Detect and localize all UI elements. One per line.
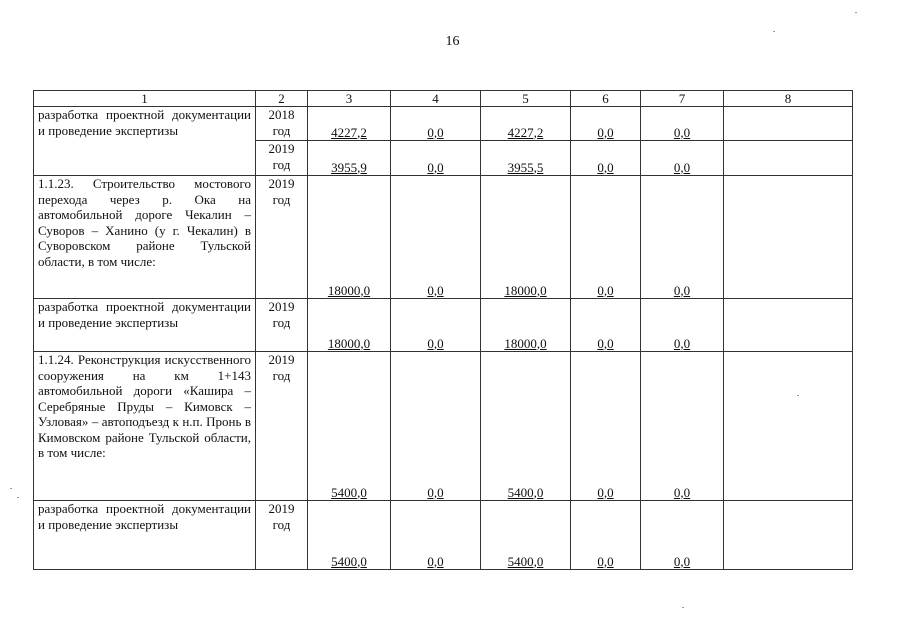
value-cell: 0,0	[641, 141, 724, 176]
value-cell: 0,0	[571, 299, 641, 352]
header-cell: 7	[641, 91, 724, 107]
note-cell	[724, 501, 853, 570]
year-cell: 2019 год	[256, 501, 308, 570]
header-cell: 8	[724, 91, 853, 107]
header-cell: 5	[481, 91, 571, 107]
value-cell: 0,0	[391, 299, 481, 352]
table-row	[34, 176, 853, 299]
value-cell: 0,0	[641, 501, 724, 570]
table-row	[34, 107, 853, 141]
value-cell: 0,0	[641, 299, 724, 352]
value-cell: 0,0	[571, 352, 641, 501]
value-cell: 18000,0	[481, 299, 571, 352]
scan-speck	[682, 607, 684, 608]
row-description: 1.1.23. Строительство мостового перехода через р. Ока на автомобильной дороге Чекалин – Суворов – Ханино (у г. Чекалин) в Суворовском районе Тульской области, в том числе:	[34, 176, 256, 299]
year-cell: 2018 год	[256, 107, 308, 141]
scan-speck	[855, 12, 857, 13]
table-row	[34, 299, 853, 352]
value-cell: 0,0	[391, 176, 481, 299]
year-cell: 2019 год	[256, 352, 308, 501]
note-cell	[724, 299, 853, 352]
value-cell: 5400,0	[481, 501, 571, 570]
value-cell: 5400,0	[481, 352, 571, 501]
value-cell: 5400,0	[308, 501, 391, 570]
note-cell	[724, 352, 853, 501]
value-cell: 0,0	[641, 176, 724, 299]
value-cell: 0,0	[391, 501, 481, 570]
note-cell	[724, 141, 853, 176]
header-cell: 1	[34, 91, 256, 107]
value-cell: 0,0	[571, 176, 641, 299]
page-number: 16	[445, 34, 460, 49]
value-cell: 0,0	[391, 141, 481, 176]
scan-speck	[10, 488, 12, 489]
row-description: разработка проектной документации и проведение экспертизы	[34, 299, 256, 352]
value-cell: 5400,0	[308, 352, 391, 501]
value-cell: 0,0	[571, 501, 641, 570]
table-header-row	[34, 91, 853, 107]
row-description: разработка проектной документации и проведение экспертизы	[34, 107, 256, 176]
header-cell: 3	[308, 91, 391, 107]
row-description: разработка проектной документации и проведение экспертизы	[34, 501, 256, 570]
value-cell: 0,0	[571, 141, 641, 176]
table-row	[34, 352, 853, 501]
value-cell: 0,0	[641, 107, 724, 141]
budget-table	[33, 90, 853, 570]
value-cell: 3955,5	[481, 141, 571, 176]
year-cell: 2019 год	[256, 176, 308, 299]
value-cell: 18000,0	[481, 176, 571, 299]
scan-speck	[797, 395, 799, 396]
value-cell: 4227,2	[481, 107, 571, 141]
row-description: 1.1.24. Реконструкция искусственного сооружения на км 1+143 автомобильной дороги «Кашира – Серебряные Пруды – Кимовск – Узловая» – автоподъезд к н.п. Пронь в Кимовском районе Тульской области, в том числе:	[34, 352, 256, 501]
value-cell: 0,0	[391, 107, 481, 141]
table-row	[34, 501, 853, 570]
year-cell: 2019 год	[256, 141, 308, 176]
year-cell: 2019 год	[256, 299, 308, 352]
scan-speck	[17, 497, 19, 498]
value-cell: 0,0	[571, 107, 641, 141]
header-cell: 6	[571, 91, 641, 107]
note-cell	[724, 107, 853, 141]
value-cell: 0,0	[641, 352, 724, 501]
value-cell: 0,0	[391, 352, 481, 501]
value-cell: 18000,0	[308, 299, 391, 352]
value-cell: 18000,0	[308, 176, 391, 299]
header-cell: 4	[391, 91, 481, 107]
note-cell	[724, 176, 853, 299]
scan-speck	[773, 31, 775, 32]
value-cell: 4227,2	[308, 107, 391, 141]
header-cell: 2	[256, 91, 308, 107]
value-cell: 3955,9	[308, 141, 391, 176]
